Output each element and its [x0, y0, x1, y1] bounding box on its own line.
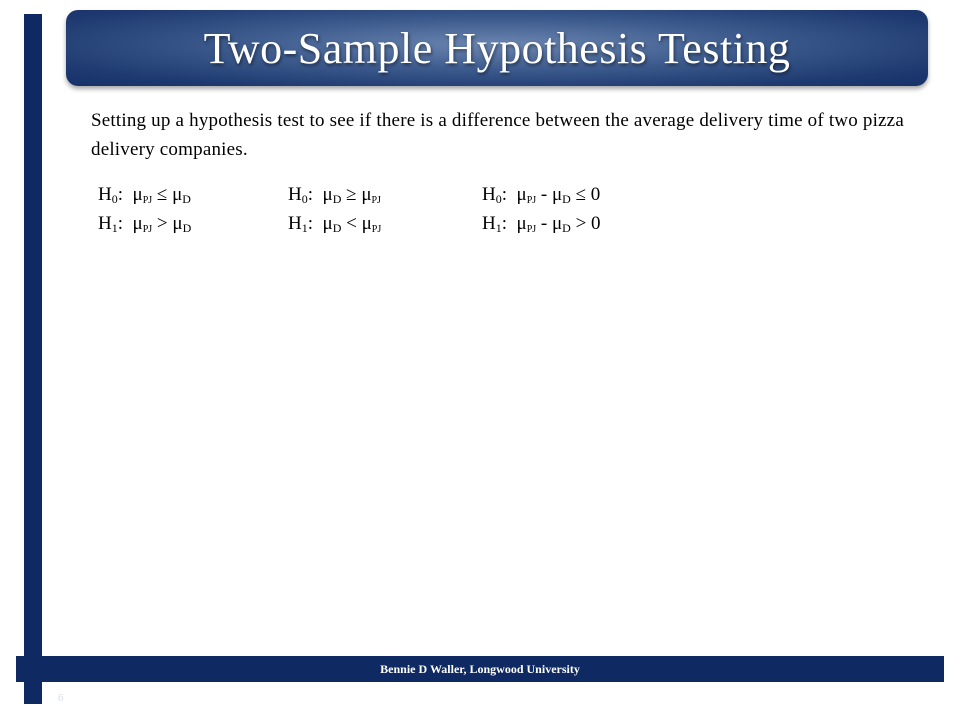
hypothesis-column-2	[288, 180, 381, 238]
slide-title: Two-Sample Hypothesis Testing	[203, 23, 791, 73]
null-hypothesis-2: $H_0$: $\mu_D \ge \mu_{PJ}$	[288, 184, 381, 206]
hypothesis-column-3	[482, 180, 601, 238]
alternative-hypothesis-2: $H_1$: $\mu_D < \mu_{PJ}$	[288, 213, 382, 235]
body-paragraph: Setting up a hypothesis test to see if there is a difference between the average delivery time of two pizza delivery companies.	[91, 110, 904, 160]
left-accent-bar	[24, 14, 42, 704]
slide-number: 6	[58, 692, 64, 704]
alternative-hypothesis-1: $H_1$: $\mu_{PJ} > \mu_D$	[98, 213, 192, 235]
hypothesis-column-1	[98, 180, 191, 238]
alternative-hypothesis-3: $H_1$: $\mu_{PJ} - \mu_D > 0$	[482, 213, 601, 235]
footer-credit: Bennie D Waller, Longwood University	[380, 661, 580, 676]
null-hypothesis-3: $H_0$: $\mu_{PJ} - \mu_D \le 0$	[482, 184, 601, 206]
title-banner	[66, 10, 928, 86]
footer-bar	[16, 656, 944, 682]
null-hypothesis-1: $H_0$: $\mu_{PJ} \le \mu_D$	[98, 184, 191, 206]
